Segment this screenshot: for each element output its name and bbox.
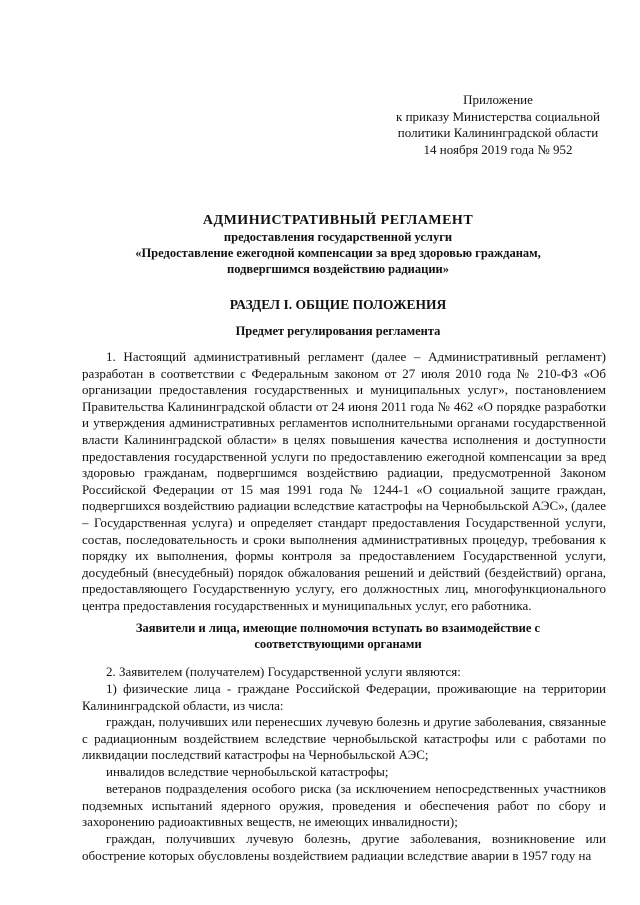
paragraph-2: 2. Заявителем (получателем) Государственной услуги являются:	[106, 664, 461, 679]
applicants-heading-line-1: Заявители и лица, имеющие полномочия вступать во взаимодействие с	[135, 621, 541, 635]
appendix-block	[388, 92, 608, 158]
appendix-line-4: 14 ноября 2019 года № 952	[423, 141, 573, 157]
section-title: РАЗДЕЛ I. ОБЩИЕ ПОЛОЖЕНИЯ	[229, 297, 447, 312]
title-sub-2: «Предоставление ежегодной компенсации за вред здоровью гражданам,	[135, 246, 541, 260]
paragraph-2-a: граждан, получивших или перенесших лучевую болезнь и другие заболевания, связанные с радиационным воздействием вследствие чернобыльской катастрофы или с работами по ликвидации последствий катастрофы на Чернобыльской АЭС;	[82, 714, 606, 763]
paragraph-2-c: ветеранов подразделения особого риска (за исключением непосредственных участников подземных испытаний ядерного оружия, проведения и обеспечения работ по сбору и захоронению радиоактивных веществ, не имеющих инвалидности);	[82, 781, 606, 830]
title-sub-3: подвергшимся воздействию радиации»	[227, 262, 449, 276]
applicants-heading-line-2: соответствующими органами	[254, 637, 422, 651]
paragraph-1: 1. Настоящий административный регламент (далее – Административный регламент) разработан в соответствии с Федеральным законом от 27 июля 2010 года № 210-ФЗ «Об организации предоставления государственных и муниципальных услуг», постановлением Правительства Калининградской области от 24 июня 2011 года № 462 «О порядке разработки и утверждения административных регламентов исполнительными органами государственной власти Калининградской области» в целях повышения качества исполнения и доступности предоставления государственной услуги по предоставлению ежегодной компенсации за вред здоровью гражданам, подвергшимся воздействию радиации, предусмотренной Законом Российской Федерации от 15 мая 1991 года № 1244-1 «О социальной защите граждан, подвергшихся воздействию радиации вследствие катастрофы на Чернобыльской АЭС», (далее – Государственная услуга) и определяет стандарт предоставления Государственной услуги, состав, последовательность и сроки выполнения административных процедур, требования к порядку их выполнения, формы контроля за предоставлением Государственной услуги, досудебный (внесудебный) порядок обжалования решений и действий (бездействий) органа, предоставляющего Государственную услугу, его должностных лиц, многофункционального центра предоставления государственных и муниципальных услуг, его работника.	[82, 349, 606, 613]
document-title	[96, 212, 580, 277]
appendix-line-2: к приказу Министерства социальной	[396, 108, 600, 124]
paragraph-2-d: граждан, получивших лучевую болезнь, другие заболевания, возникновение или обострение которых обусловлены воздействием радиации вследствие аварии в 1957 году на	[82, 831, 606, 863]
applicants-heading	[96, 620, 580, 652]
appendix-line-3: политики Калининградской области	[397, 125, 599, 140]
paragraph-2-b: инвалидов вследствие чернобыльской катастрофы;	[106, 764, 389, 779]
subject-heading: Предмет регулирования регламента	[235, 324, 441, 338]
title-sub-1: предоставления государственной услуги	[223, 230, 453, 244]
title-main: АДМИНИСТРАТИВНЫЙ РЕГЛАМЕНТ	[202, 213, 474, 228]
appendix-line-1: Приложение	[463, 92, 533, 107]
paragraph-2-1: 1) физические лица - граждане Российской Федерации, проживающие на территории Калининградской области, из числа:	[82, 681, 606, 713]
